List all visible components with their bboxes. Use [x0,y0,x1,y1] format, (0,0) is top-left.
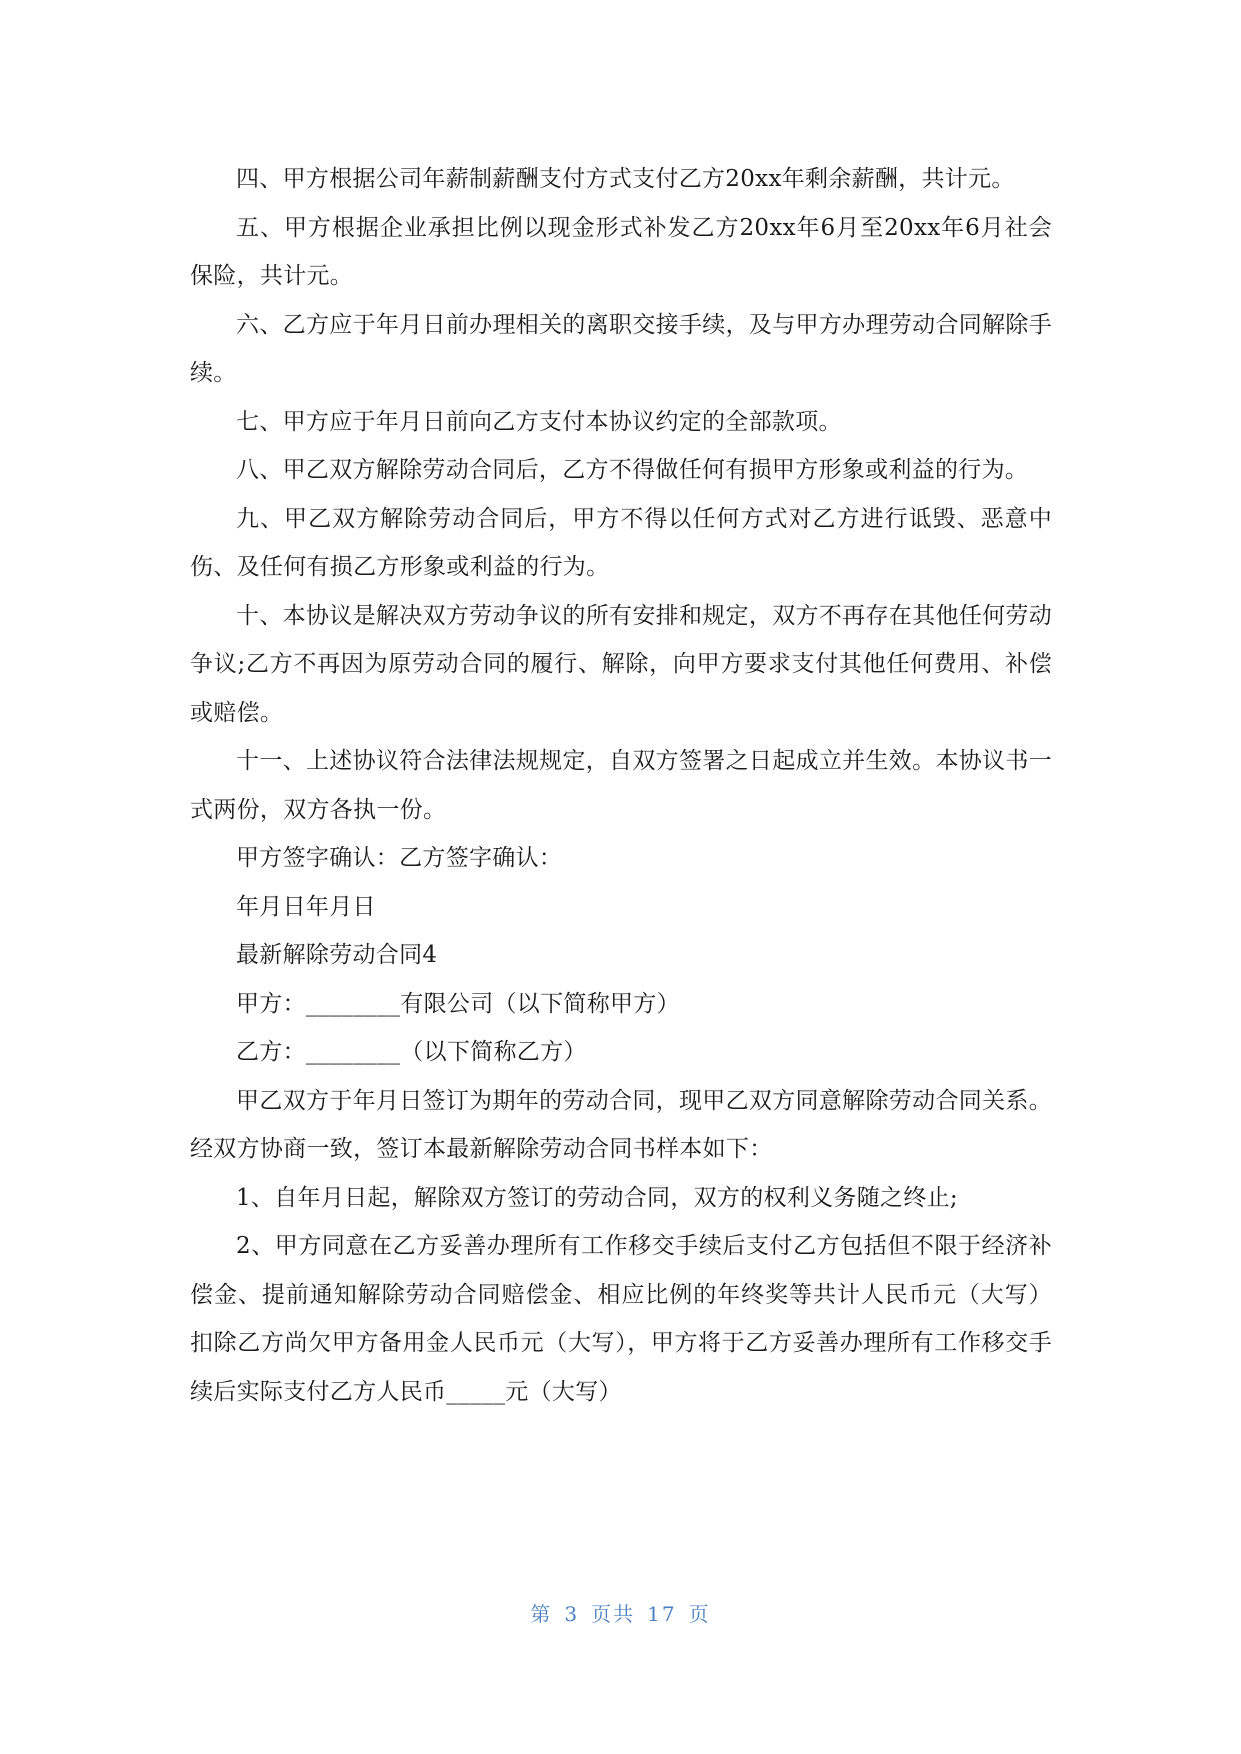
footer-current-page: 3 [564,1602,580,1626]
paragraph-item-1: 1、自年月日起，解除双方签订的劳动合同，双方的权利义务随之终止; [236,1184,958,1211]
section-title: 最新解除劳动合同4 [236,942,438,968]
footer-middle: 页共 [591,1602,636,1626]
paragraph-item-2: 2、甲方同意在乙方妥善办理所有工作移交手续后支付乙方包括但不限于经济补偿金、提前通知解除劳动合同赔偿金、相应比例的年终奖等共计人民币元（大写）扣除乙方尚欠甲方备用金人民币元（大写），甲方将于乙方妥善办理所有工作移交手续后实际支付乙方人民币_____元（大写） [190,1233,1052,1405]
paragraph-clause-5: 五、甲方根据企业承担比例以现金形式补发乙方20xx年6月至20xx年6月社会保险，共计元。 [190,214,1052,289]
document-body [190,155,1052,1416]
party-b-line: 乙方：________（以下简称乙方） [236,1039,587,1065]
footer-suffix: 页 [688,1602,711,1626]
paragraph-clause-11: 十一、上述协议符合法律法规规定，自双方签署之日起成立并生效。本协议书一式两份，双方各执一份。 [190,748,1052,823]
footer-prefix: 第 [530,1602,553,1626]
preamble-paragraph: 甲乙双方于年月日签订为期年的劳动合同，现甲乙双方同意解除劳动合同关系。经双方协商一致，签订本最新解除劳动合同书样本如下： [190,1087,1052,1162]
paragraph-clause-9: 九、甲乙双方解除劳动合同后，甲方不得以任何方式对乙方进行诋毁、恶意中伤、及任何有损乙方形象或利益的行为。 [190,505,1052,580]
paragraph-clause-6: 六、乙方应于年月日前办理相关的离职交接手续，及与甲方办理劳动合同解除手续。 [190,311,1052,386]
footer-total-pages: 17 [647,1602,677,1626]
signature-line: 甲方签字确认：乙方签字确认： [236,845,563,871]
page-footer [0,1598,1241,1627]
paragraph-clause-10: 十、本协议是解决双方劳动争议的所有安排和规定，双方不再存在其他任何劳动争议;乙方不再因为原劳动合同的履行、解除，向甲方要求支付其他任何费用、补偿或赔偿。 [190,602,1052,726]
date-line: 年月日年月日 [236,893,376,920]
party-a-line: 甲方：________有限公司（以下简称甲方） [236,990,680,1017]
paragraph-clause-8: 八、甲乙双方解除劳动合同后，乙方不得做任何有损甲方形象或利益的行为。 [236,457,1029,483]
paragraph-clause-7: 七、甲方应于年月日前向乙方支付本协议约定的全部款项。 [236,408,842,435]
paragraph-clause-4: 四、甲方根据公司年薪制薪酬支付方式支付乙方20xx年剩余薪酬，共计元。 [236,166,1015,192]
